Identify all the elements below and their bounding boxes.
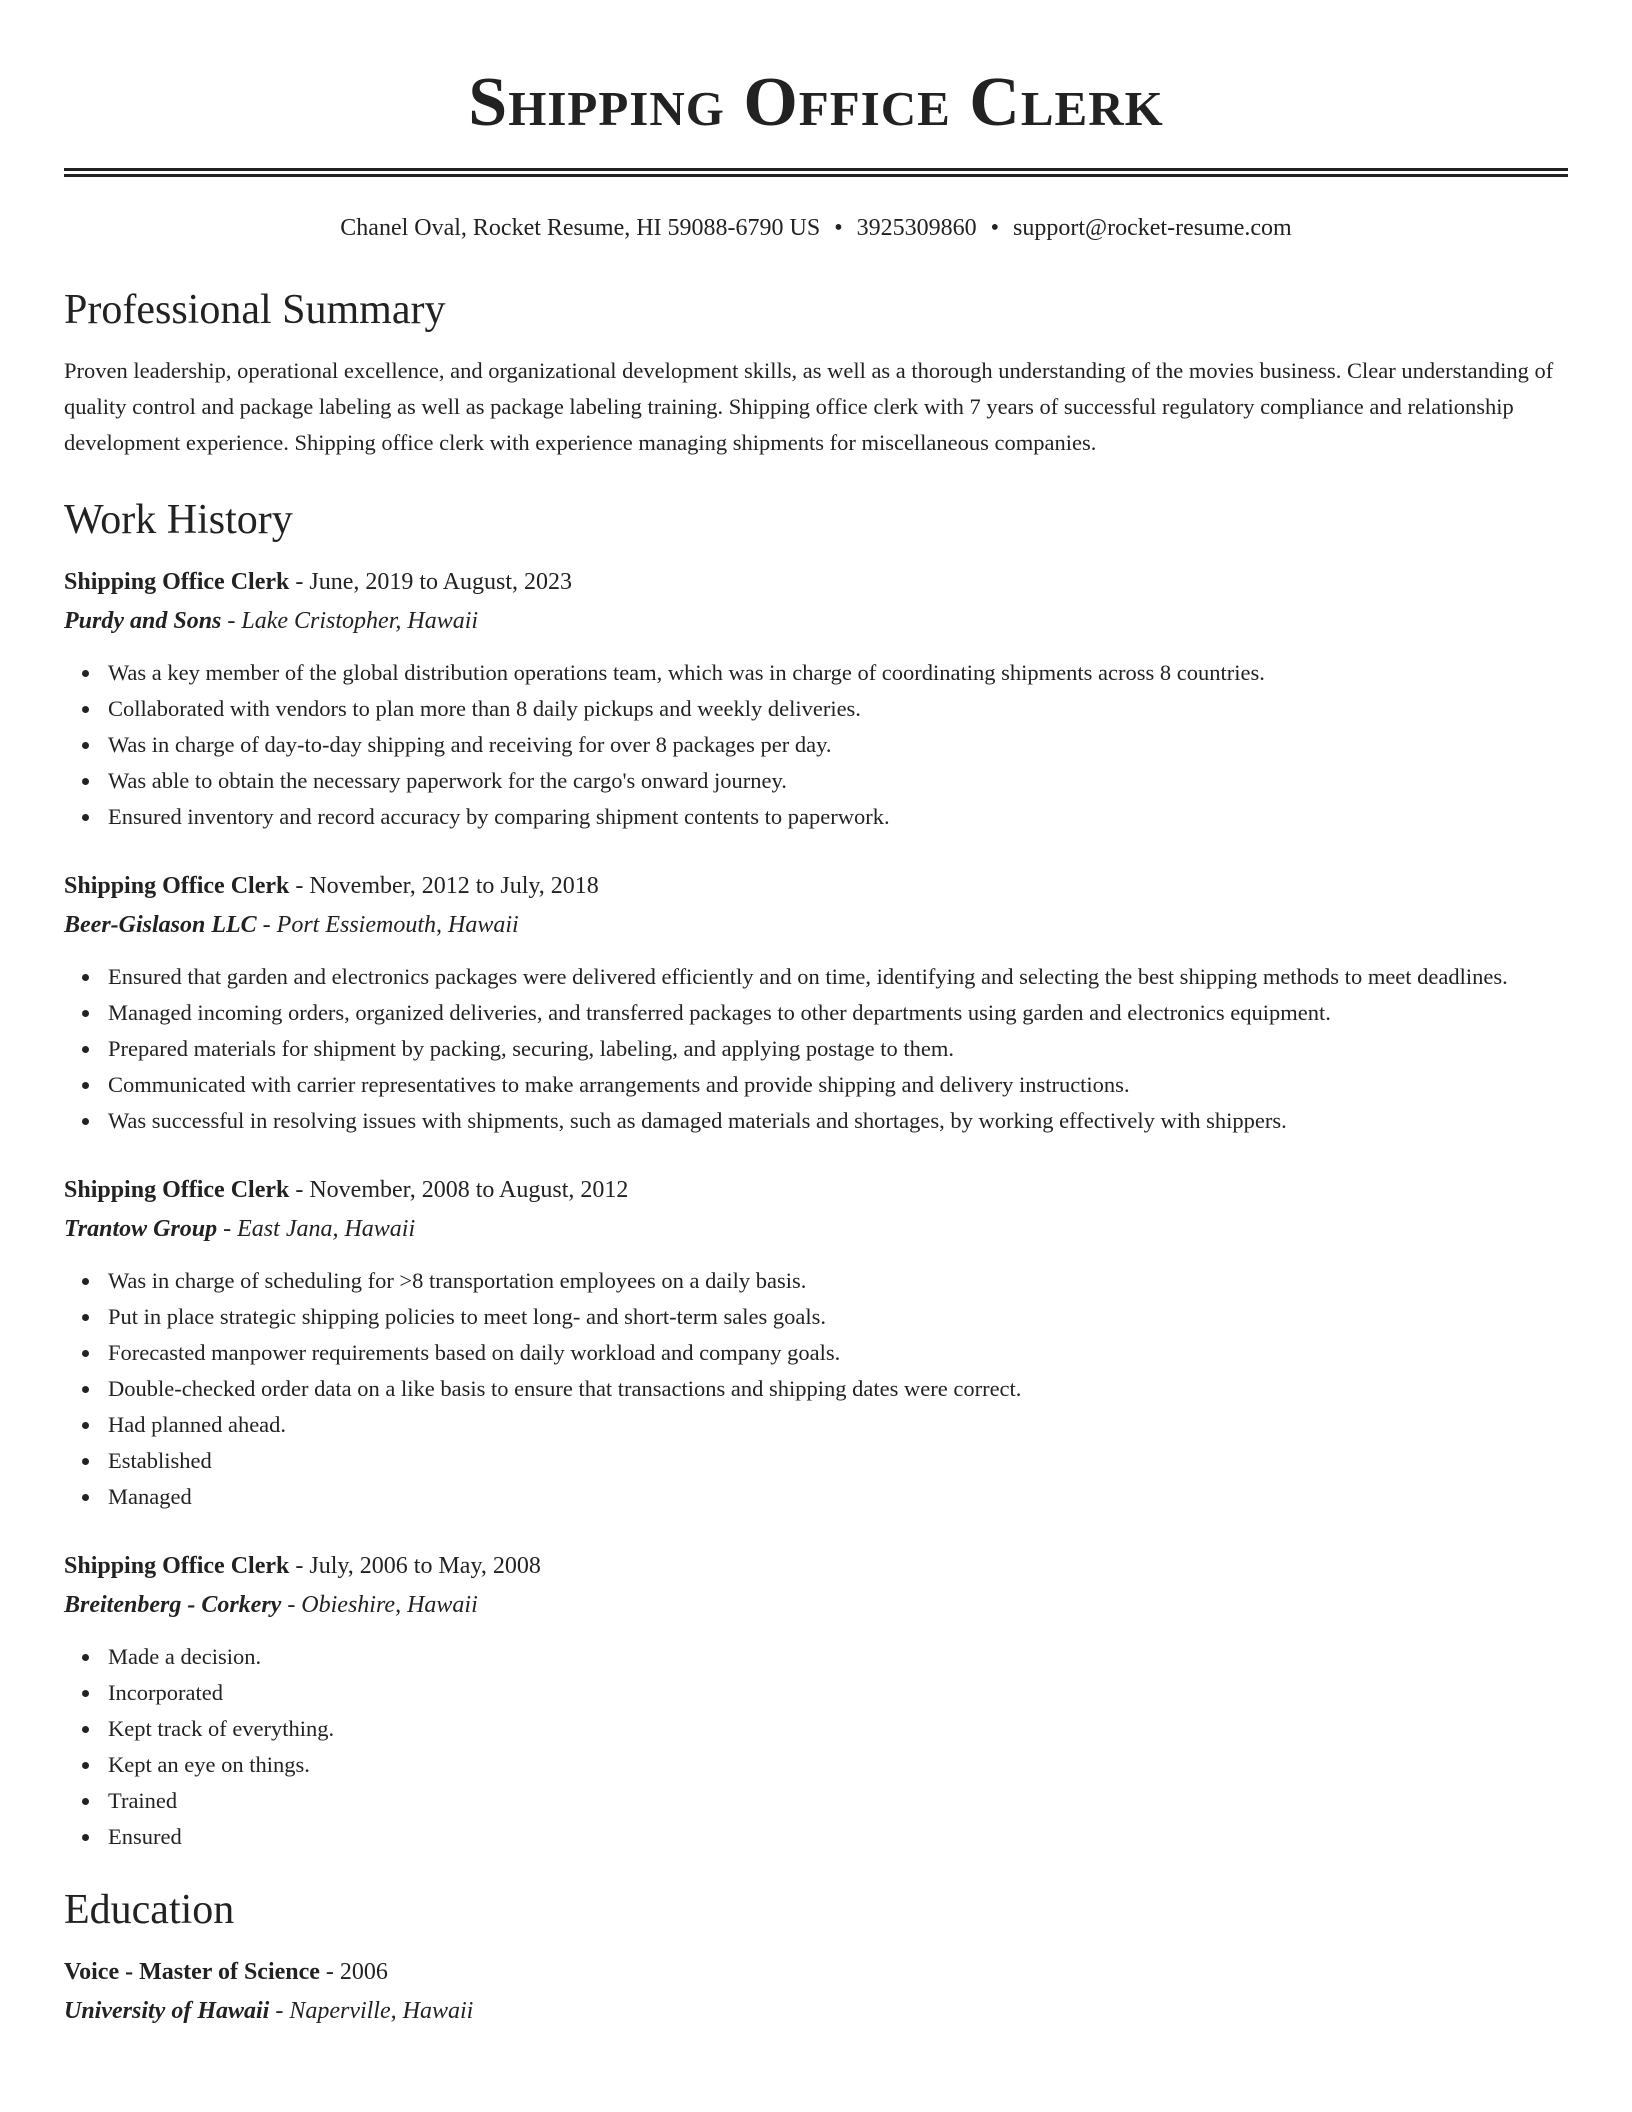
job-dates: - June, 2019 to August, 2023 bbox=[289, 568, 573, 595]
job-dates: - November, 2012 to July, 2018 bbox=[289, 872, 599, 899]
list-item: Managed bbox=[108, 1479, 1568, 1515]
list-item: Was a key member of the global distribution operations team, which was in charge of coordinating shipments across 8 countries. bbox=[108, 655, 1568, 691]
education-school: University of Hawaii bbox=[64, 1997, 270, 2024]
job-location: - Lake Cristopher, Hawaii bbox=[221, 607, 479, 634]
list-item: Was able to obtain the necessary paperwork for the cargo's onward journey. bbox=[108, 763, 1568, 799]
education-location: - Naperville, Hawaii bbox=[269, 1997, 474, 2024]
contact-phone: 3925309860 bbox=[856, 215, 977, 241]
job-role: Shipping Office Clerk bbox=[64, 568, 290, 595]
job-entry bbox=[64, 867, 1568, 1139]
education-section bbox=[64, 1886, 1568, 2031]
job-dates: - July, 2006 to May, 2008 bbox=[289, 1552, 541, 1579]
list-item: Managed incoming orders, organized deliveries, and transferred packages to other departments using garden and electronics equipment. bbox=[108, 995, 1568, 1031]
job-role: Shipping Office Clerk bbox=[64, 1176, 290, 1203]
list-item: Kept an eye on things. bbox=[108, 1747, 1568, 1783]
list-item: Trained bbox=[108, 1783, 1568, 1819]
job-employer bbox=[64, 602, 1568, 641]
job-location: - East Jana, Hawaii bbox=[217, 1215, 416, 1242]
job-role: Shipping Office Clerk bbox=[64, 872, 290, 899]
job-employer bbox=[64, 1586, 1568, 1625]
job-company: Breitenberg - Corkery bbox=[64, 1591, 282, 1618]
job-heading bbox=[64, 1171, 1568, 1210]
title-double-rule bbox=[64, 168, 1568, 177]
job-bullet-list bbox=[64, 959, 1568, 1139]
job-company: Trantow Group bbox=[64, 1215, 218, 1242]
list-item: Established bbox=[108, 1443, 1568, 1479]
contact-line bbox=[64, 214, 1568, 243]
list-item: Double-checked order data on a like basis to ensure that transactions and shipping dates were correct. bbox=[108, 1371, 1568, 1407]
list-item: Prepared materials for shipment by packing, securing, labeling, and applying postage to them. bbox=[108, 1031, 1568, 1067]
education-institution bbox=[64, 1992, 1568, 2031]
section-heading-education: Education bbox=[64, 1886, 235, 1933]
job-location: - Obieshire, Hawaii bbox=[281, 1591, 478, 1618]
job-heading bbox=[64, 1547, 1568, 1586]
job-company: Purdy and Sons bbox=[64, 607, 222, 634]
work-history-section bbox=[64, 496, 1568, 1855]
list-item: Had planned ahead. bbox=[108, 1407, 1568, 1443]
job-employer bbox=[64, 1210, 1568, 1249]
contact-separator: • bbox=[990, 215, 1000, 241]
contact-separator: • bbox=[834, 215, 843, 241]
resume-title: Shipping Office Clerk bbox=[468, 64, 1164, 141]
job-location: - Port Essiemouth, Hawaii bbox=[256, 911, 519, 938]
list-item: Made a decision. bbox=[108, 1639, 1568, 1675]
list-item: Forecasted manpower requirements based on daily workload and company goals. bbox=[108, 1335, 1568, 1371]
job-bullet-list bbox=[64, 1639, 1568, 1855]
education-entry bbox=[64, 1953, 1568, 2031]
list-item: Was in charge of scheduling for >8 transportation employees on a daily basis. bbox=[108, 1263, 1568, 1299]
list-item: Collaborated with vendors to plan more than 8 daily pickups and weekly deliveries. bbox=[108, 691, 1568, 727]
list-item: Communicated with carrier representatives to make arrangements and provide shipping and delivery instructions. bbox=[108, 1067, 1568, 1103]
list-item: Was successful in resolving issues with shipments, such as damaged materials and shortages, by working effectively with shippers. bbox=[108, 1103, 1568, 1139]
professional-summary-section bbox=[64, 286, 1568, 461]
list-item: Ensured that garden and electronics packages were delivered efficiently and on time, identifying and selecting the best shipping methods to meet deadlines. bbox=[108, 959, 1568, 995]
contact-address: Chanel Oval, Rocket Resume, HI 59088-6790 US bbox=[340, 215, 821, 241]
list-item: Ensured inventory and record accuracy by comparing shipment contents to paperwork. bbox=[108, 799, 1568, 835]
job-entry bbox=[64, 1547, 1568, 1855]
job-entry bbox=[64, 1171, 1568, 1515]
job-bullet-list bbox=[64, 1263, 1568, 1515]
list-item: Was in charge of day-to-day shipping and receiving for over 8 packages per day. bbox=[108, 727, 1568, 763]
education-degree: Voice - Master of Science bbox=[64, 1958, 320, 1985]
job-heading bbox=[64, 867, 1568, 906]
list-item: Incorporated bbox=[108, 1675, 1568, 1711]
summary-text: Proven leadership, operational excellence, and organizational development skills, as well as a thorough understanding of the movies business. Clear understanding of quality control and package labeling as well as package labeling training. Shipping office clerk with 7 years of successful regulatory compliance and relationship development experience. Shipping office clerk with experience managing shipments for miscellaneous companies. bbox=[64, 357, 1554, 455]
job-dates: - November, 2008 to August, 2012 bbox=[289, 1176, 629, 1203]
education-heading bbox=[64, 1953, 1568, 1992]
section-heading-work: Work History bbox=[64, 496, 293, 543]
education-year: - 2006 bbox=[319, 1958, 388, 1985]
job-bullet-list bbox=[64, 655, 1568, 835]
list-item: Ensured bbox=[108, 1819, 1568, 1855]
job-role: Shipping Office Clerk bbox=[64, 1552, 290, 1579]
job-company: Beer-Gislason LLC bbox=[64, 911, 257, 938]
list-item: Kept track of everything. bbox=[108, 1711, 1568, 1747]
list-item: Put in place strategic shipping policies to meet long- and short-term sales goals. bbox=[108, 1299, 1568, 1335]
job-employer bbox=[64, 906, 1568, 945]
job-heading bbox=[64, 563, 1568, 602]
section-heading-summary: Professional Summary bbox=[64, 286, 446, 333]
job-entry bbox=[64, 563, 1568, 835]
contact-email: support@rocket-resume.com bbox=[1013, 215, 1292, 241]
